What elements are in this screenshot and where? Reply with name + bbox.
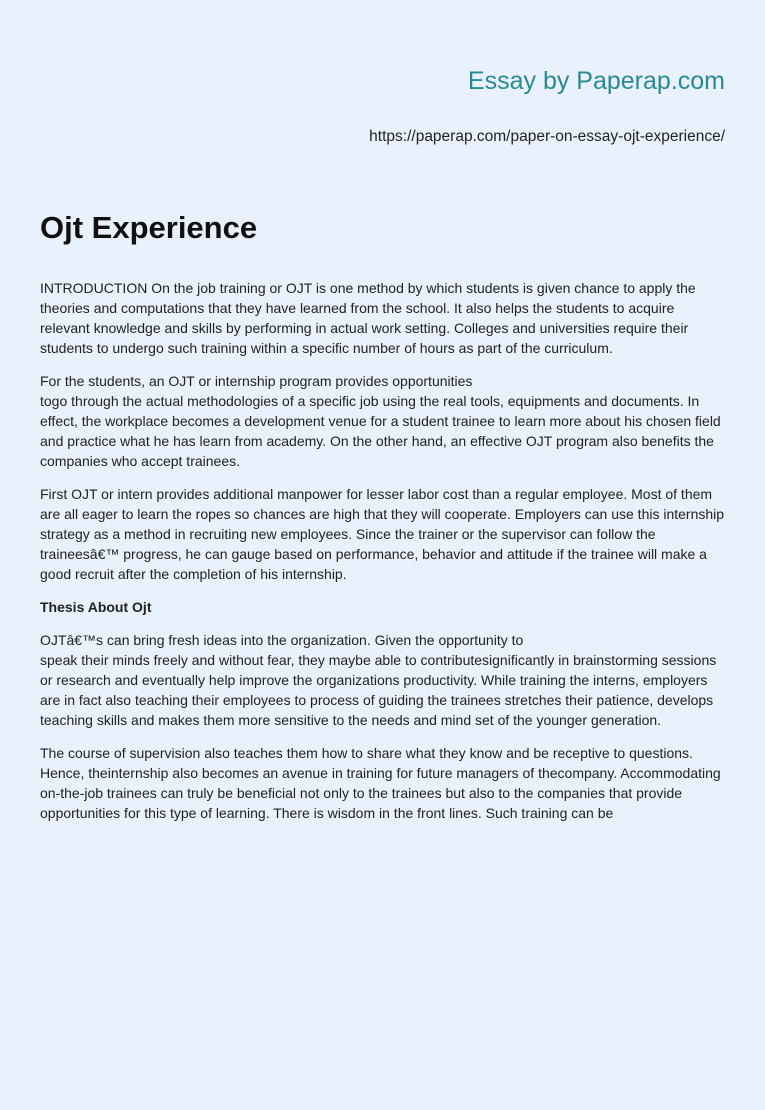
paragraph-fresh-ideas: OJTâ€™s can bring fresh ideas into the organization. Given the opportunity to speak their minds freely and without fear, they maybe able to contributesignificantly in brainstorming sessions or research and eventually help improve the organizations productivity. While training the interns, employers are in fact also teaching their employees to process of guiding the trainees stretches their patience, develops teaching skills and makes them more sensitive to the needs and mind set of the younger generation.	[40, 632, 717, 728]
paragraph-opportunities: For the students, an OJT or internship program provides opportunities togo through the actual methodologies of a specific job using the real tools, equipments and documents. In effect, the workplace becomes a development venue for a student trainee to learn more about his chosen field and practice what he has learn from academy. On the other hand, an effective OJT program also benefits the companies who accept trainees.	[40, 373, 721, 469]
paragraph-manpower: First OJT or intern provides additional manpower for lesser labor cost than a regular employee. Most of them are all eager to learn the ropes so chances are high that they will cooperate. Employers can use this internship strategy as a method in recruiting new employees. Since the trainer or the supervisor can follow the traineesâ€™ progress, he can gauge based on performance, behavior and attitude if the trainee will make a good recruit after the completion of his internship.	[40, 486, 725, 582]
source-url-link[interactable]: https://paperap.com/paper-on-essay-ojt-experience/	[369, 128, 725, 145]
paragraph-introduction: INTRODUCTION On the job training or OJT is one method by which students is given chance to apply the theories and computations that they have learned from the school. It also helps the students to acquire relevant knowledge and skills by performing in actual work setting. Colleges and universities require their students to undergo such training within a specific number of hours as part of the curriculum.	[40, 280, 696, 356]
article-title: Ojt Experience	[40, 210, 258, 245]
brand-link[interactable]: Essay by Paperap.com	[467, 67, 725, 95]
thesis-subheading: Thesis About Ojt	[40, 599, 152, 615]
paragraph-supervision: The course of supervision also teaches them how to share what they know and be receptive to questions. Hence, theinternship also becomes an avenue in training for future managers of thecompany. Accommodating on-the-job trainees can truly be beneficial not only to the trainees but also to the companies that provide opportunities for this type of learning. There is wisdom in the front lines. Such training can be	[40, 745, 721, 821]
article-body	[40, 278, 726, 836]
